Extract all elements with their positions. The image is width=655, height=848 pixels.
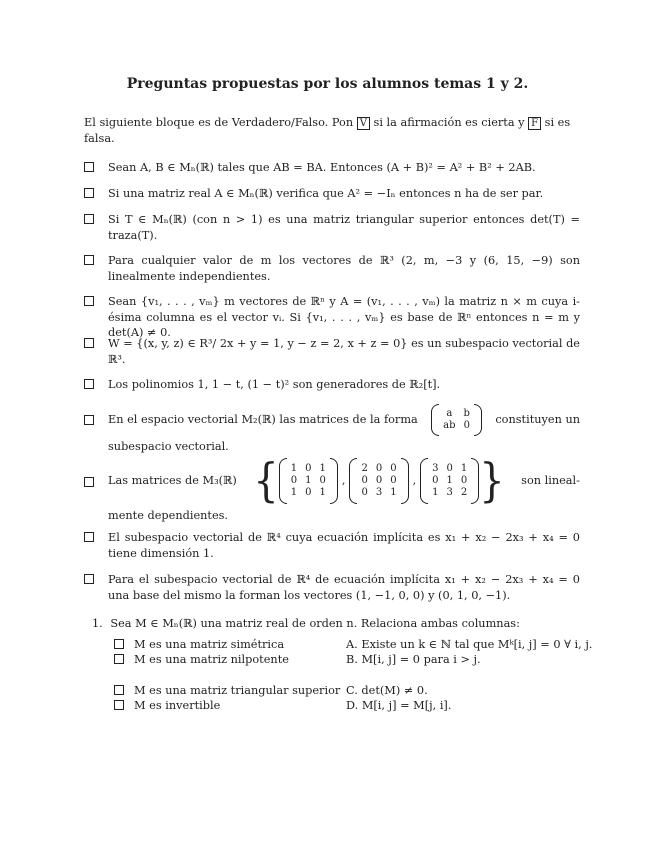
matrix-cell: a <box>446 408 453 419</box>
matrix-table <box>357 463 400 499</box>
match-right-item: D. M[i, j] = M[j, i]. <box>346 699 452 712</box>
tf-checkbox[interactable] <box>84 532 94 542</box>
match-right-item: C. det(M) ≠ 0. <box>346 684 428 697</box>
tf-item-text: Para cualquier valor de m los vectores de ℝ³ (2, m, −3 y (6, 15, −9) son linealmente independientes. <box>108 254 580 283</box>
left-paren <box>349 458 357 504</box>
matrix-cell: b <box>463 408 470 419</box>
tf-item-text: Si T ∈ Mₙ(ℝ) (con n > 1) es una matriz triangular superior entonces det(T) = traza(T). <box>108 213 580 242</box>
matrix-set <box>253 454 505 508</box>
tf-checkbox[interactable] <box>84 477 94 487</box>
matrix-cell: 0 <box>361 475 368 486</box>
tf-checkbox[interactable] <box>84 214 94 224</box>
tf-checkbox[interactable] <box>84 574 94 584</box>
tf-item-pre: En el espacio vectorial M₂(ℝ) las matrices de la forma <box>108 413 418 427</box>
tf-item-content <box>108 455 580 524</box>
tf-checkbox[interactable] <box>84 379 94 389</box>
matrix-cell: 1 <box>460 463 468 474</box>
matrix-cell: 1 <box>290 487 298 498</box>
tf-checkbox[interactable] <box>84 296 94 306</box>
tf-checkbox[interactable] <box>84 338 94 348</box>
tf-item-content <box>108 403 580 455</box>
match-left-text: M es invertible <box>134 699 221 712</box>
page-title: Preguntas propuestas por los alumnos temas 1 y 2. <box>126 76 529 92</box>
matrix-cell: 0 <box>463 420 470 431</box>
matrix-3x3 <box>349 458 408 504</box>
intro-middle: si la afirmación es cierta y <box>373 116 525 129</box>
tf-checkbox[interactable] <box>84 415 94 425</box>
tf-checkbox[interactable] <box>84 255 94 265</box>
right-paren <box>474 404 482 436</box>
tf-item-text: W = {(x, y, z) ∈ R³/ 2x + y = 1, y − z = 2, x + z = 0} es un subespacio vectorial de ℝ³. <box>108 337 580 366</box>
false-box: F <box>528 117 541 130</box>
matrix-table <box>287 463 330 499</box>
matrix-cell: 0 <box>305 463 312 474</box>
match-left-text: M es una matriz triangular superior <box>134 684 341 697</box>
right-paren <box>401 458 409 504</box>
matrix-cell: 3 <box>446 487 453 498</box>
matrix-3x3 <box>279 458 338 504</box>
match-left-item <box>114 653 289 666</box>
match-checkbox[interactable] <box>114 639 124 649</box>
matrix-2x2 <box>431 404 482 436</box>
matrix-cell: 1 <box>290 463 298 474</box>
matrix-cell: 0 <box>390 463 397 474</box>
right-brace: } <box>479 454 505 508</box>
right-paren <box>471 458 479 504</box>
match-left-text: M es una matriz simétrica <box>134 638 285 651</box>
tf-item-line2: subespacio vectorial. <box>108 440 229 453</box>
matrix-separator: , <box>412 474 417 488</box>
matrix-cell: ab <box>443 420 456 431</box>
tf-item-text: Si una matriz real A ∈ Mₙ(ℝ) verifica que A² = −Iₙ entonces n ha de ser par. <box>108 187 544 200</box>
matrix-cell: 3 <box>375 487 383 498</box>
tf-item-post: son lineal- <box>521 474 580 488</box>
match-left-item <box>114 699 220 712</box>
match-left-item <box>114 684 340 697</box>
tf-item-text: Sean {v₁, . . . , vₘ} m vectores de ℝⁿ y A = (v₁, . . . , vₘ) la matriz n × m cuya i-ésima columna es el vector vᵢ. Si {v₁, . . . , vₘ} es base de ℝⁿ entonces n = m y det(A) ≠ 0. <box>108 295 580 339</box>
tf-item-post: constituyen un <box>495 413 580 427</box>
tf-item <box>84 455 580 521</box>
right-paren <box>330 458 338 504</box>
tf-item-text: El subespacio vectorial de ℝ⁴ cuya ecuación implícita es x₁ + x₂ − 2x₃ + x₄ = 0 tiene dimensión 1. <box>108 531 580 560</box>
match-right-item: B. M[i, j] = 0 para i > j. <box>346 653 481 666</box>
matrix-cell: 0 <box>446 463 453 474</box>
matrix-table <box>439 408 474 432</box>
question-number: 1. <box>92 617 103 630</box>
matrix-cell: 1 <box>319 463 326 474</box>
true-box: V <box>357 117 370 130</box>
tf-item-text: Sean A, B ∈ Mₙ(ℝ) tales que AB = BA. Entonces (A + B)² = A² + B² + 2AB. <box>108 161 536 174</box>
tf-checkbox[interactable] <box>84 162 94 172</box>
matrix-cell: 2 <box>361 463 368 474</box>
matrix-cell: 0 <box>390 475 397 486</box>
tf-item-pre: Las matrices de M₃(ℝ) <box>108 474 237 488</box>
matrix-3x3 <box>420 458 479 504</box>
matrix-cell: 0 <box>432 475 439 486</box>
matrix-cell: 0 <box>290 475 298 486</box>
match-checkbox[interactable] <box>114 685 124 695</box>
match-checkbox[interactable] <box>114 654 124 664</box>
left-paren <box>279 458 287 504</box>
matrix-cell: 0 <box>375 475 383 486</box>
matrix-table <box>428 463 471 499</box>
intro-before: El siguiente bloque es de Verdadero/Falso. Pon <box>84 116 354 129</box>
question-text: Sea M ∈ Mₙ(ℝ) una matriz real de orden n. Relaciona ambas columnas: <box>110 617 520 630</box>
matrix-separator: , <box>341 474 346 488</box>
matrix-cell: 0 <box>305 487 312 498</box>
matrix-cell: 1 <box>305 475 312 486</box>
match-right-item: A. Existe un k ∈ ℕ tal que Mᵏ[i, j] = 0 ∀ i, j. <box>346 638 593 651</box>
matrix-cell: 3 <box>432 463 439 474</box>
intro-after: si es falsa. <box>84 116 571 145</box>
matrix-cell: 0 <box>361 487 368 498</box>
match-left-text: M es una matriz nilpotente <box>134 653 289 666</box>
tf-item-line2: mente dependientes. <box>108 509 229 522</box>
matrix-cell: 1 <box>446 475 453 486</box>
matrix-cell: 0 <box>319 475 326 486</box>
matrix-cell: 1 <box>319 487 326 498</box>
left-paren <box>431 404 439 436</box>
matrix-cell: 2 <box>460 487 468 498</box>
match-checkbox[interactable] <box>114 700 124 710</box>
matrix-cell: 0 <box>460 475 468 486</box>
left-brace: { <box>253 454 279 508</box>
matrix-cell: 0 <box>375 463 383 474</box>
match-left-item <box>114 638 284 651</box>
tf-item <box>84 403 580 451</box>
intro-paragraph <box>84 115 580 147</box>
matrix-cell: 1 <box>432 487 439 498</box>
tf-item-text: Los polinomios 1, 1 − t, (1 − t)² son generadores de ℝ₂[t]. <box>108 378 441 391</box>
question-1 <box>92 617 592 630</box>
tf-item-text: Para el subespacio vectorial de ℝ⁴ de ecuación implícita x₁ + x₂ − 2x₃ + x₄ = 0 una base del mismo la forman los vectores (1, −1, 0, 0) y (0, 1, 0, −1). <box>108 573 580 602</box>
matrix-cell: 1 <box>390 487 397 498</box>
left-paren <box>420 458 428 504</box>
tf-checkbox[interactable] <box>84 188 94 198</box>
